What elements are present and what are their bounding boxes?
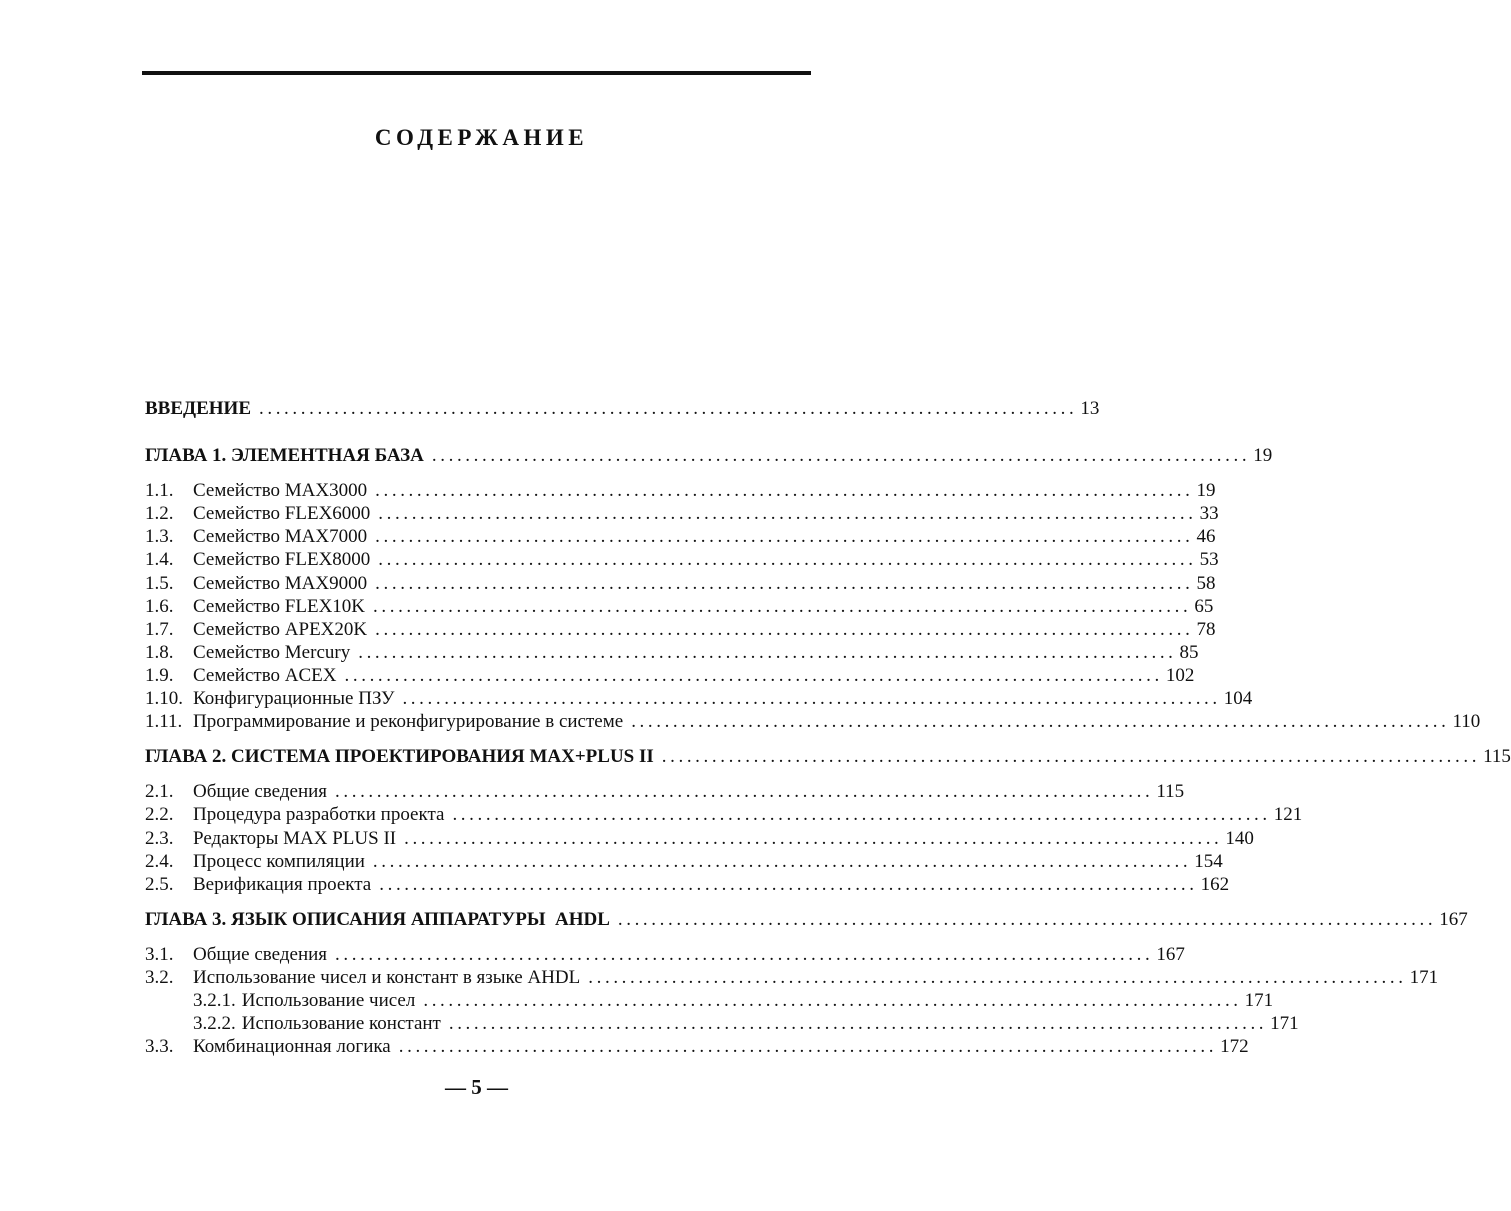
toc-title: Программирование и реконфигурирование в системе xyxy=(193,711,624,733)
toc-page-number: 65 xyxy=(1194,595,1214,617)
dot-leader: .................................................................................................. xyxy=(379,873,1198,895)
toc-row-section[interactable] xyxy=(145,479,1216,502)
toc-row-section[interactable] xyxy=(145,595,1214,618)
toc-page-number: 167 xyxy=(1156,943,1185,965)
toc-section-number: 1.10. xyxy=(145,688,183,710)
toc-page-number: 13 xyxy=(1080,398,1100,419)
toc-title: Редакторы MAX PLUS II xyxy=(193,827,397,849)
toc-title: Семейство MAX9000 xyxy=(193,572,368,594)
toc-page-number: 171 xyxy=(1409,966,1439,988)
toc-section-number: 1.5. xyxy=(145,572,174,594)
toc-title: Процесс компиляции xyxy=(193,850,365,872)
toc-row-section[interactable] xyxy=(145,966,1439,989)
toc-title: Семейство ACEX xyxy=(193,664,337,686)
table-of-contents xyxy=(145,397,1511,1058)
toc-row-section[interactable] xyxy=(145,687,1253,710)
toc-row-subsection[interactable] xyxy=(145,989,1274,1012)
dot-leader: .................................................................................................. xyxy=(335,781,1154,803)
dot-leader: .................................................................................................. xyxy=(375,572,1194,594)
toc-title: Процедура разработки проекта xyxy=(193,804,445,826)
dot-leader: .................................................................................................. xyxy=(373,595,1192,617)
toc-section-number: 2.4. xyxy=(145,850,174,872)
toc-page-number: 167 xyxy=(1439,908,1468,930)
toc-row-chapter-2[interactable] xyxy=(145,745,1511,768)
toc-page-number: 154 xyxy=(1194,850,1223,872)
toc-page-number: 85 xyxy=(1179,641,1199,663)
toc-title: Общие сведения xyxy=(193,781,328,803)
toc-page-number: 172 xyxy=(1220,1036,1249,1058)
toc-section-number: 1.4. xyxy=(145,549,174,571)
toc-row-section[interactable] xyxy=(145,548,1219,571)
dot-leader: .................................................................................................. xyxy=(661,746,1481,768)
toc-row-section[interactable] xyxy=(145,618,1216,641)
toc-section-number: 3.3. xyxy=(145,1036,174,1058)
toc-title: Семейство MAX7000 xyxy=(193,526,368,548)
toc-page-number: 58 xyxy=(1196,572,1216,594)
toc-row-section[interactable] xyxy=(145,572,1216,595)
toc-title: ГЛАВА 1. ЭЛЕМЕНТНАЯ БАЗА xyxy=(145,445,424,467)
toc-section-number: 2.3. xyxy=(145,827,174,849)
toc-title: Семейство FLEX10K xyxy=(193,595,366,617)
toc-title: Верификация проекта xyxy=(193,873,372,895)
dot-leader: .................................................................................................. xyxy=(452,804,1271,826)
toc-page-number: 171 xyxy=(1244,990,1274,1012)
toc-row-section[interactable] xyxy=(145,502,1219,525)
toc-page-number: 19 xyxy=(1196,480,1216,502)
toc-title: Семейство FLEX6000 xyxy=(193,503,371,525)
dot-leader: .................................................................................................. xyxy=(404,827,1223,849)
toc-section-number: 1.1. xyxy=(145,480,174,502)
toc-row-section[interactable] xyxy=(145,710,1481,733)
toc-title: Общие сведения xyxy=(193,943,328,965)
dot-leader: .................................................................................................. xyxy=(398,1036,1218,1058)
dot-leader: .................................................................................................. xyxy=(588,966,1407,988)
toc-title: Комбинационная логика xyxy=(193,1036,391,1058)
dot-leader: .................................................................................................. xyxy=(375,526,1194,548)
toc-title: Конфигурационные ПЗУ xyxy=(193,688,395,710)
dot-leader: .................................................................................................. xyxy=(344,664,1163,686)
dot-leader: .................................................................................................. xyxy=(335,943,1154,965)
toc-row-section[interactable] xyxy=(145,780,1185,803)
page-number: — 5 — xyxy=(445,1075,508,1099)
toc-page-number: 115 xyxy=(1156,781,1185,803)
toc-section-number: 1.8. xyxy=(145,641,174,663)
toc-row-section[interactable] xyxy=(145,943,1185,966)
toc-row-subsection[interactable] xyxy=(145,1012,1299,1035)
toc-title: Использование чисел xyxy=(241,990,416,1012)
toc-page-number: 78 xyxy=(1196,618,1216,640)
toc-page-number: 46 xyxy=(1196,526,1216,548)
toc-title: Семейство APEX20K xyxy=(193,618,368,640)
toc-title: Семейство Mercury xyxy=(193,641,351,663)
toc-row-section[interactable] xyxy=(145,803,1303,826)
toc-page-number: 162 xyxy=(1200,873,1230,895)
dot-leader: .................................................................................................. xyxy=(631,711,1450,733)
dot-leader: .................................................................................................. xyxy=(378,503,1197,525)
toc-page-number: 19 xyxy=(1253,445,1273,467)
dot-leader: .................................................................................................. xyxy=(375,618,1194,640)
dot-leader: .................................................................................................. xyxy=(448,1013,1268,1035)
toc-title: Семейство MAX3000 xyxy=(193,480,368,502)
dot-leader: .................................................................................................. xyxy=(378,549,1197,571)
dot-leader: .................................................................................................. xyxy=(431,445,1251,467)
toc-page-number: 104 xyxy=(1223,688,1253,710)
toc-row-section[interactable] xyxy=(145,1035,1249,1058)
toc-section-number: 1.2. xyxy=(145,503,174,525)
toc-section-number: 3.2.1. xyxy=(193,990,236,1012)
toc-page-number: 110 xyxy=(1452,711,1481,733)
toc-section-number: 1.6. xyxy=(145,595,174,617)
toc-title: Использование констант xyxy=(241,1013,441,1035)
toc-section-number: 3.2. xyxy=(145,966,174,988)
dot-leader: .................................................................................................. xyxy=(358,641,1177,663)
toc-row-section[interactable] xyxy=(145,873,1230,896)
toc-row-section[interactable] xyxy=(145,850,1223,873)
toc-row-section[interactable] xyxy=(145,827,1254,850)
toc-page-number: 121 xyxy=(1273,804,1303,826)
toc-row-introduction[interactable] xyxy=(145,397,1100,420)
toc-page-number: 140 xyxy=(1225,827,1254,849)
toc-section-number: 2.1. xyxy=(145,781,174,803)
toc-page-number: 115 xyxy=(1483,746,1511,768)
toc-row-section[interactable] xyxy=(145,641,1199,664)
toc-row-chapter-1[interactable] xyxy=(145,444,1273,467)
toc-page-number: 171 xyxy=(1270,1013,1299,1035)
toc-title: ВВЕДЕНИЕ xyxy=(145,398,251,419)
toc-title: ГЛАВА 2. СИСТЕМА ПРОЕКТИРОВАНИЯ MAX+PLUS II xyxy=(145,746,654,768)
toc-section-number: 2.5. xyxy=(145,873,174,895)
toc-row-section[interactable] xyxy=(145,525,1216,548)
toc-section-number: 3.2.2. xyxy=(193,1013,236,1035)
toc-section-number: 1.3. xyxy=(145,526,174,548)
toc-row-chapter-3[interactable] xyxy=(145,908,1468,931)
toc-section-number: 1.7. xyxy=(145,618,174,640)
dot-leader: .................................................................................................. xyxy=(617,908,1437,930)
page-title: СОДЕРЖАНИЕ xyxy=(374,125,589,150)
dot-leader: .................................................................................................. xyxy=(372,850,1192,872)
toc-title: Использование чисел и констант в языке AHDL xyxy=(193,966,581,988)
dot-leader: .................................................................................................. xyxy=(423,990,1242,1012)
toc-section-number: 1.9. xyxy=(145,664,174,686)
top-rule xyxy=(142,71,811,75)
toc-section-number: 2.2. xyxy=(145,804,174,826)
toc-title: ГЛАВА 3. ЯЗЫК ОПИСАНИЯ АППАРАТУРЫ AHDL xyxy=(145,908,610,930)
toc-page-number: 33 xyxy=(1199,503,1219,525)
dot-leader: .................................................................................................. xyxy=(259,398,1078,419)
toc-row-section[interactable] xyxy=(145,664,1195,687)
toc-title: Семейство FLEX8000 xyxy=(193,549,371,571)
dot-leader: .................................................................................................. xyxy=(402,688,1221,710)
toc-page-number: 53 xyxy=(1199,549,1219,571)
dot-leader: .................................................................................................. xyxy=(375,480,1194,502)
toc-section-number: 3.1. xyxy=(145,943,174,965)
toc-page-number: 102 xyxy=(1165,664,1195,686)
toc-section-number: 1.11. xyxy=(145,711,183,733)
